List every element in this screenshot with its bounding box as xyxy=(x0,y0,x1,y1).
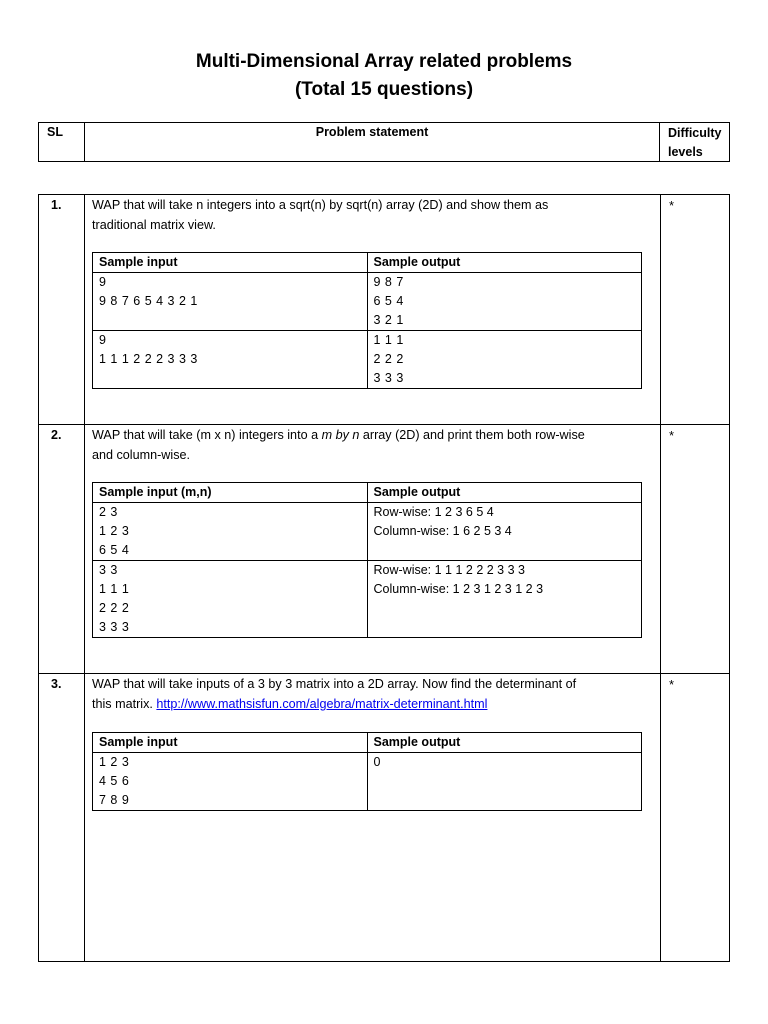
sample-input-header: Sample input (m,n) xyxy=(93,483,368,503)
document-title xyxy=(0,48,768,104)
sample-output-header: Sample output xyxy=(367,733,642,753)
sample-input-cell xyxy=(93,561,368,638)
header-difficulty xyxy=(660,123,729,161)
statement-line-1 xyxy=(92,426,652,446)
sample-table xyxy=(92,252,642,389)
sample-row xyxy=(93,503,642,561)
title-line-2: (Total 15 questions) xyxy=(294,79,474,100)
statement-line-2 xyxy=(92,695,652,715)
statement-line-2: traditional matrix view. xyxy=(92,217,216,232)
sample-output-line: 2 2 2 xyxy=(373,352,404,366)
sample-output-header: Sample output xyxy=(367,483,642,503)
sample-row xyxy=(93,273,642,331)
problem-statement-cell xyxy=(85,195,661,424)
sample-output-line: 3 3 3 xyxy=(373,371,404,385)
sample-input-line: 7 8 9 xyxy=(99,793,130,807)
sample-input-line: 1 2 3 xyxy=(99,755,130,769)
statement-line-2: and column-wise. xyxy=(92,447,190,462)
sample-input-header: Sample input xyxy=(93,733,368,753)
sample-output-line: 9 8 7 xyxy=(373,275,404,289)
problem-row-1 xyxy=(39,195,729,425)
problem-number: 1. xyxy=(39,195,85,424)
sample-output-line: Row-wise: 1 1 1 2 2 2 3 3 3 xyxy=(373,563,525,577)
sample-input-line: 2 3 xyxy=(99,505,118,519)
header-problem-statement: Problem statement xyxy=(85,123,660,161)
title-line-1: Multi-Dimensional Array related problems xyxy=(195,51,573,72)
sample-table xyxy=(92,482,642,638)
determinant-link[interactable]: http://www.mathsisfun.com/algebra/matrix-determinant.html xyxy=(156,696,488,711)
header-difficulty-line-2: levels xyxy=(668,145,703,159)
sample-input-line: 4 5 6 xyxy=(99,774,130,788)
difficulty-level: * xyxy=(669,428,675,443)
header-sl: SL xyxy=(39,123,85,161)
sample-input-line: 3 3 3 xyxy=(99,620,130,634)
sample-input-line: 9 xyxy=(99,333,107,347)
sample-output-cell xyxy=(367,753,642,811)
problem-statement xyxy=(92,674,652,714)
sample-input-cell xyxy=(93,273,368,331)
problems-table xyxy=(38,194,730,962)
sample-output-line: 6 5 4 xyxy=(373,294,404,308)
sample-input-line: 9 xyxy=(99,275,107,289)
sample-output-line: 3 2 1 xyxy=(373,313,404,327)
sample-output-line: Row-wise: 1 2 3 6 5 4 xyxy=(373,505,494,519)
difficulty-level: * xyxy=(669,198,675,213)
sample-output-cell xyxy=(367,273,642,331)
sample-output-line: Column-wise: 1 6 2 5 3 4 xyxy=(373,524,512,538)
sample-row xyxy=(93,331,642,389)
sample-input-line: 9 8 7 6 5 4 3 2 1 xyxy=(99,294,198,308)
statement-line-1: WAP that will take inputs of a 3 by 3 matrix into a 2D array. Now find the determinant of xyxy=(92,677,577,691)
difficulty-level: * xyxy=(669,677,675,692)
sample-input-line: 1 1 1 xyxy=(99,582,130,596)
sample-output-cell xyxy=(367,503,642,561)
problem-statement xyxy=(92,425,652,465)
sample-input-line: 3 3 xyxy=(99,563,118,577)
sample-row xyxy=(93,561,642,638)
problem-number: 3. xyxy=(39,674,85,961)
statement-text: WAP that will take (m x n) integers into a xyxy=(92,428,322,442)
header-table xyxy=(38,122,730,162)
sample-output-line: Column-wise: 1 2 3 1 2 3 1 2 3 xyxy=(373,582,544,596)
problem-statement-cell xyxy=(85,425,661,673)
sample-input-line: 1 1 1 2 2 2 3 3 3 xyxy=(99,352,198,366)
sample-input-cell xyxy=(93,753,368,811)
sample-output-cell xyxy=(367,561,642,638)
statement-emphasis: m by n xyxy=(321,428,360,442)
statement-line-1: WAP that will take n integers into a sqrt(n) by sqrt(n) array (2D) and show them as xyxy=(92,198,549,212)
sample-input-line: 6 5 4 xyxy=(99,543,130,557)
problem-statement-cell xyxy=(85,674,661,961)
sample-output-line: 1 1 1 xyxy=(373,333,404,347)
sample-input-line: 2 2 2 xyxy=(99,601,130,615)
problem-statement xyxy=(92,195,652,235)
sample-input-cell xyxy=(93,503,368,561)
header-difficulty-line-1: Difficulty xyxy=(668,126,722,140)
sample-table xyxy=(92,732,642,811)
sample-input-cell xyxy=(93,331,368,389)
problem-number: 2. xyxy=(39,425,85,673)
sample-input-line: 1 2 3 xyxy=(99,524,130,538)
sample-output-header: Sample output xyxy=(367,253,642,273)
sample-row xyxy=(93,753,642,811)
sample-output-line: 0 xyxy=(373,755,381,769)
statement-text: this matrix. xyxy=(92,696,157,711)
problem-row-2 xyxy=(39,425,729,674)
sample-output-cell xyxy=(367,331,642,389)
problem-row-3 xyxy=(39,674,729,961)
statement-text: array (2D) and print them both row-wise xyxy=(359,428,585,442)
sample-input-header: Sample input xyxy=(93,253,368,273)
